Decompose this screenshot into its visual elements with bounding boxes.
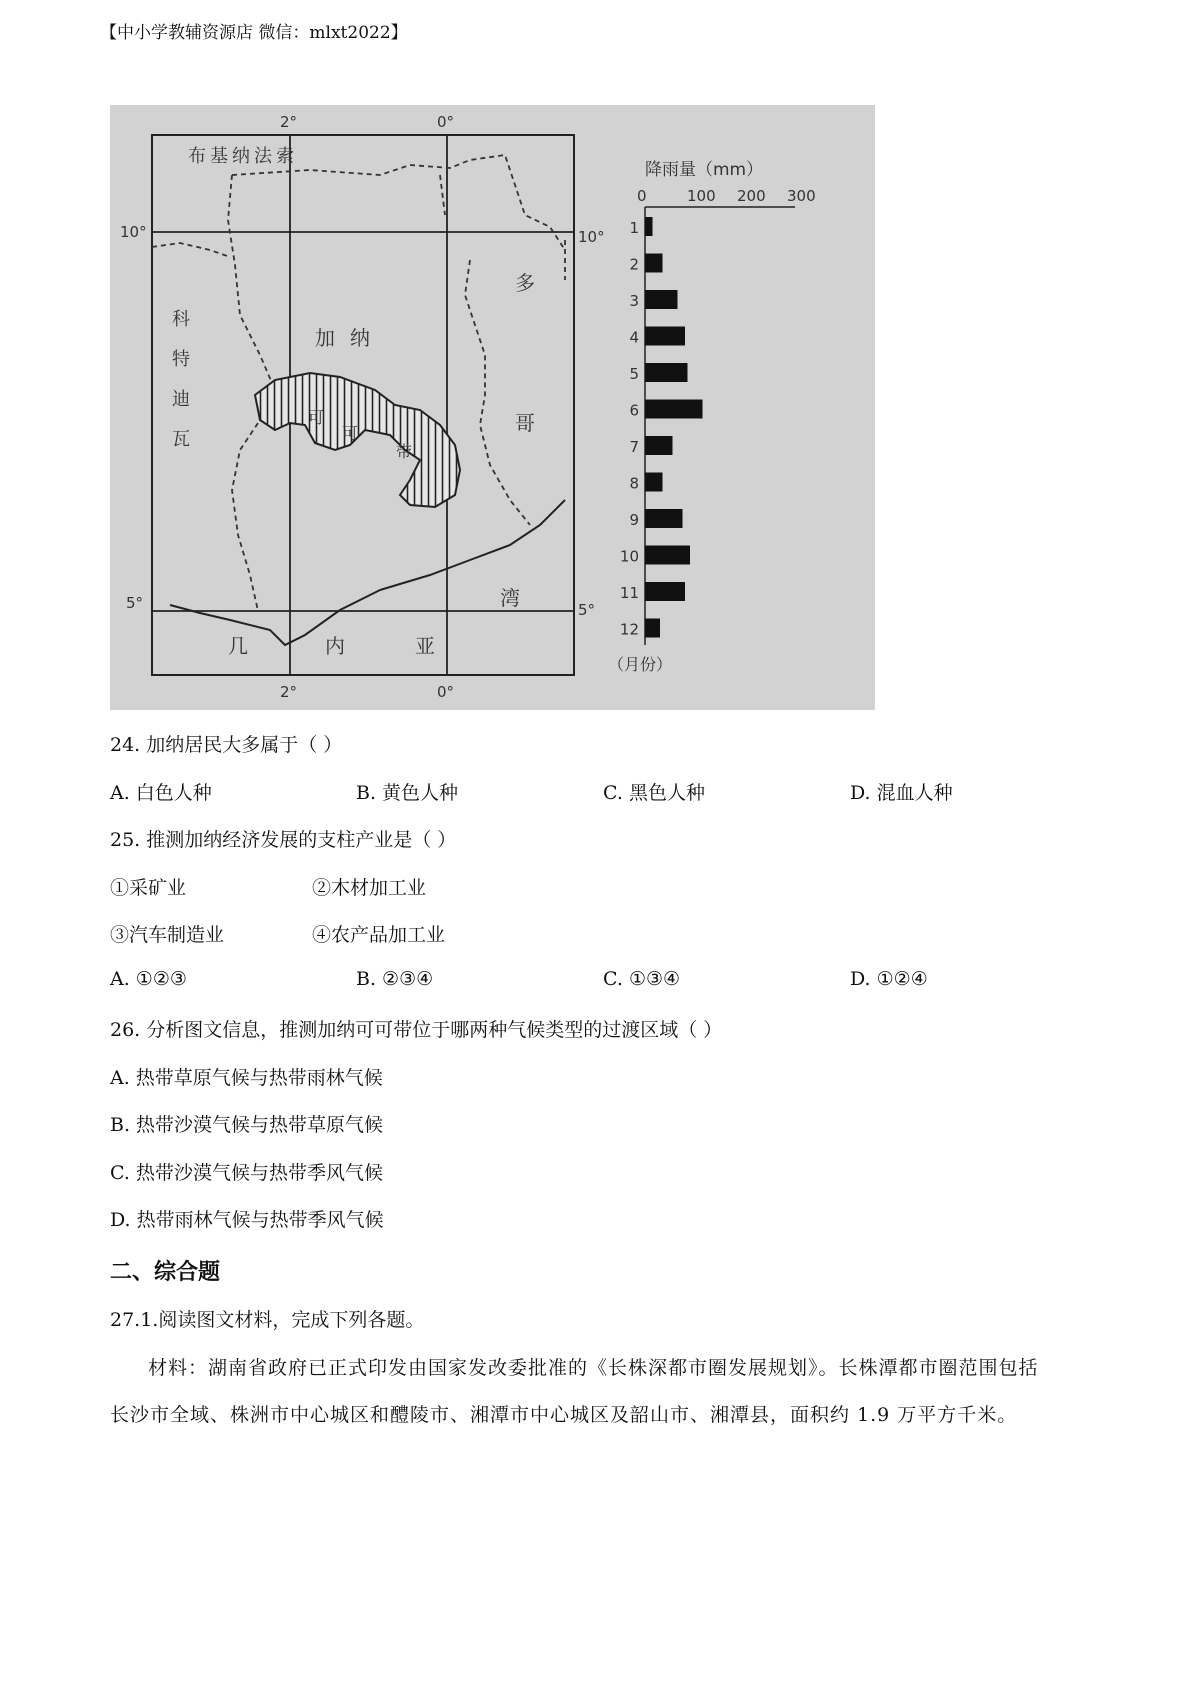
- q25-option-d[interactable]: D. ①②④: [850, 968, 928, 990]
- label-cote-1: 科: [172, 309, 190, 330]
- label-togo-1: 多: [515, 271, 535, 295]
- label-cocoa-1: 可: [308, 408, 325, 427]
- section-title: 二、综合题: [110, 1260, 221, 1285]
- chart-month-label: 2: [629, 255, 639, 274]
- label-gulf: 湾: [500, 586, 520, 610]
- chart-tick-label: 300: [787, 187, 816, 205]
- chart-bar: [645, 619, 660, 638]
- label-guinea-2: 内: [325, 634, 345, 658]
- chart-bar: [645, 400, 703, 419]
- map-and-rainfall-figure: [110, 105, 875, 710]
- q26-option-a[interactable]: A. 热带草原气候与热带雨林气候: [110, 1067, 383, 1089]
- lat-label-left-10: 10°: [120, 223, 147, 241]
- lat-label-left-5: 5°: [126, 594, 144, 612]
- q24-stem: 24. 加纳居民大多属于（ ）: [110, 734, 343, 756]
- chart-bar: [645, 582, 685, 601]
- label-cote-2: 特: [172, 349, 190, 370]
- figure-svg: [110, 105, 875, 710]
- chart-bar: [645, 363, 688, 382]
- q26-option-d[interactable]: D. 热带雨林气候与热带季风气候: [110, 1209, 384, 1231]
- border-togo-top: [440, 175, 445, 215]
- chart-bar: [645, 509, 683, 528]
- q24-option-d[interactable]: D. 混血人种: [850, 782, 953, 804]
- q26-option-b[interactable]: B. 热带沙漠气候与热带草原气候: [110, 1114, 384, 1136]
- chart-ylabel: （月份）: [608, 655, 673, 674]
- chart-month-label: 1: [629, 219, 639, 237]
- label-ghana-2: 纳: [350, 326, 370, 350]
- q24-option-b[interactable]: B. 黄色人种: [356, 782, 459, 804]
- chart-month-label: 10: [619, 547, 639, 566]
- q25-option-b[interactable]: B. ②③④: [356, 968, 434, 990]
- label-cote-3: 迪: [172, 389, 190, 410]
- label-togo-2: 哥: [515, 411, 535, 435]
- chart-month-label: 3: [629, 292, 639, 310]
- chart-month-label: 4: [629, 328, 639, 347]
- q26-option-c[interactable]: C. 热带沙漠气候与热带季风气候: [110, 1162, 383, 1184]
- label-cocoa-3: 带: [396, 442, 413, 461]
- chart-month-label: 11: [619, 584, 639, 602]
- chart-bar: [645, 436, 673, 455]
- q25-item-2: ②木材加工业: [312, 877, 427, 899]
- lon-label-top-2: 2°: [280, 113, 298, 131]
- coastline: [170, 500, 565, 645]
- chart-bar: [645, 217, 653, 236]
- chart-bar: [645, 546, 690, 565]
- q24-option-c[interactable]: C. 黑色人种: [603, 782, 705, 804]
- label-burkina: 布基纳法索: [188, 146, 298, 167]
- chart-ticks: [637, 187, 816, 205]
- border-cote-burkina: [152, 243, 230, 257]
- chart-bars: [645, 217, 703, 638]
- chart-month-label: 6: [629, 401, 639, 420]
- label-cote-4: 瓦: [172, 429, 190, 450]
- border-ghana-togo: [465, 260, 530, 525]
- chart-month-labels: [620, 219, 639, 639]
- chart-tick-label: 200: [737, 187, 766, 205]
- page-header: 【中小学教辅资源店 微信：mlxt2022】: [100, 23, 408, 43]
- q24-option-a[interactable]: A. 白色人种: [110, 782, 212, 804]
- lat-label-right-5: 5°: [578, 601, 596, 619]
- chart-month-label: 7: [629, 438, 639, 456]
- q27-stem: 27.1.阅读图文材料，完成下列各题。: [110, 1309, 425, 1331]
- chart-tick-label: 0: [637, 187, 647, 205]
- label-ghana-1: 加: [315, 326, 335, 350]
- lon-label-top-0: 0°: [437, 113, 455, 131]
- border-north: [232, 155, 565, 250]
- chart-title: 降雨量（mm）: [645, 160, 764, 180]
- q25-item-4: ④农产品加工业: [312, 924, 446, 946]
- material-line-2: 长沙市全域、株洲市中心城区和醴陵市、湘潭市中心城区及韶山市、湘潭县，面积约 1.9 万平方千米。: [110, 1404, 1018, 1426]
- label-guinea-1: 几: [228, 634, 248, 658]
- lon-label-bottom-2: 2°: [280, 683, 298, 701]
- rainfall-chart: [608, 160, 816, 674]
- label-guinea-3: 亚: [415, 634, 435, 658]
- chart-month-label: 8: [629, 474, 639, 493]
- chart-tick-label: 100: [687, 187, 716, 205]
- q25-option-a[interactable]: A. ①②③: [110, 968, 187, 990]
- q25-option-c[interactable]: C. ①③④: [603, 968, 681, 990]
- material-line-1: 材料：湖南省政府已正式印发由国家发改委批准的《长株深都市圈发展规划》。长株潭都市圈范围包括: [148, 1357, 1039, 1379]
- chart-bar: [645, 254, 663, 273]
- chart-bar: [645, 290, 678, 309]
- chart-bar: [645, 327, 685, 346]
- label-cocoa-2: 可: [342, 424, 359, 443]
- chart-month-label: 9: [629, 511, 639, 529]
- chart-month-label: 12: [619, 620, 639, 639]
- chart-month-label: 5: [629, 365, 639, 383]
- q25-item-1: ①采矿业: [110, 877, 187, 899]
- chart-bar: [645, 473, 663, 492]
- q26-stem: 26. 分析图文信息，推测加纳可可带位于哪两种气候类型的过渡区域（ ）: [110, 1019, 723, 1041]
- lat-label-right-10: 10°: [578, 228, 605, 246]
- q25-item-3: ③汽车制造业: [110, 924, 225, 946]
- q25-stem: 25. 推测加纳经济发展的支柱产业是（ ）: [110, 829, 457, 851]
- lon-label-bottom-0: 0°: [437, 683, 455, 701]
